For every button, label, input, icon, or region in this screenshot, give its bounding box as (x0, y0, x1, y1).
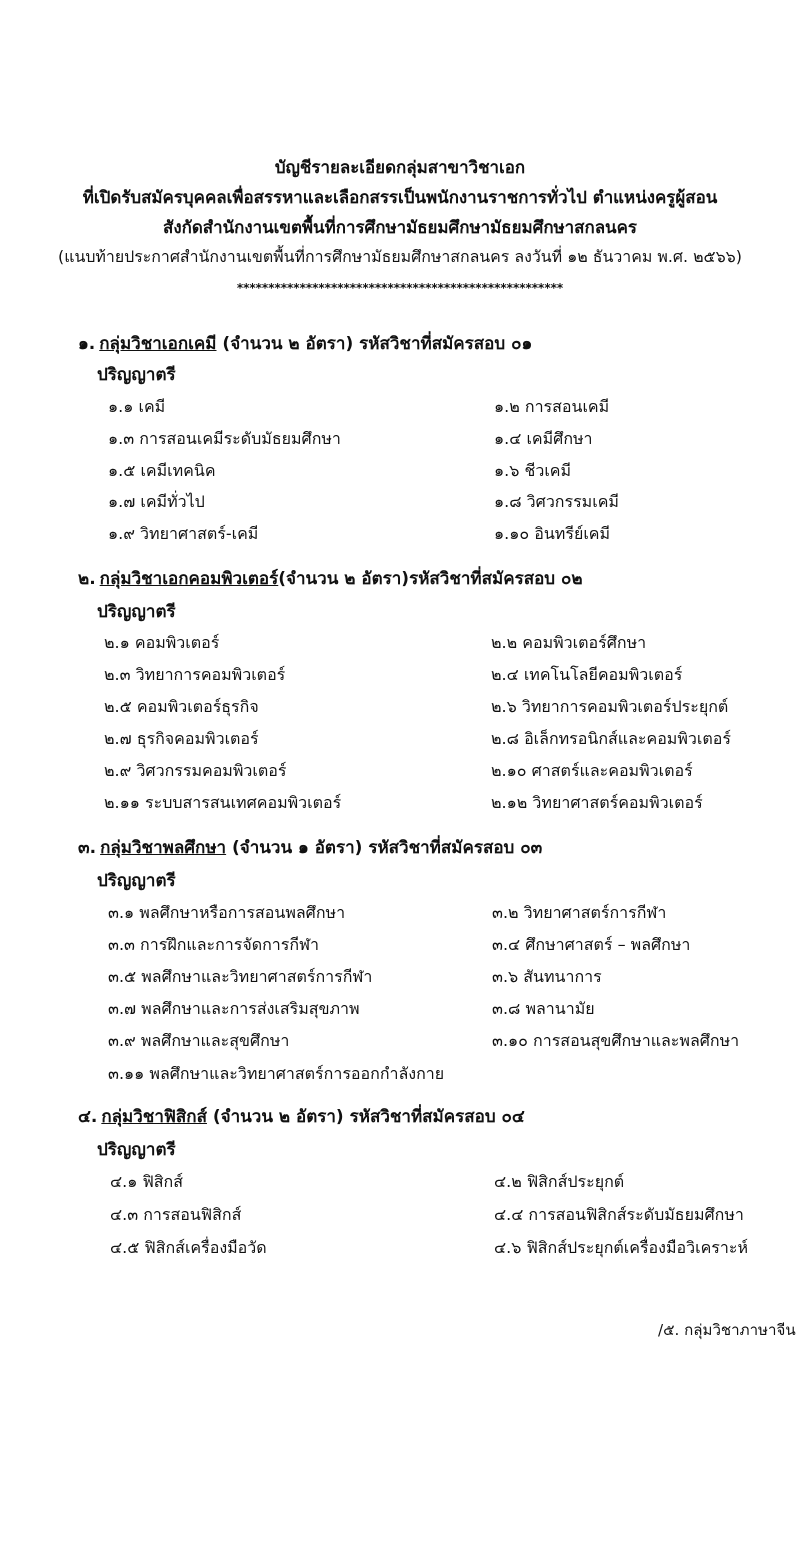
list-item: ๒.๓ วิทยาการคอมพิวเตอร์ (104, 665, 286, 684)
section-detail: (จำนวน ๒ อัตรา) รหัสวิชาที่สมัครสอบ ๐๑ (216, 334, 533, 354)
list-item: ๑.๙ วิทยาศาสตร์-เคมี (108, 524, 259, 543)
continuation-note: /๕. กลุ่มวิชาภาษาจีน (658, 1321, 796, 1339)
section-number: ๒. (78, 569, 96, 589)
list-item: ๓.๕ พลศึกษาและวิทยาศาสตร์การกีฬา (108, 967, 373, 986)
list-item: ๑.๑ เคมี (108, 397, 166, 416)
list-item: ๒.๒ คอมพิวเตอร์ศึกษา (491, 633, 647, 652)
section-title (78, 834, 542, 861)
section-group-name: กลุ่มวิชาพลศึกษา (100, 838, 227, 858)
section-title (78, 565, 583, 592)
header-agency: สังกัดสำนักงานเขตพื้นที่การศึกษามัธยมศึกษามัธยมศึกษาสกลนคร (163, 217, 637, 237)
list-item: ๒.๑ คอมพิวเตอร์ (104, 633, 220, 652)
section-title (78, 330, 532, 357)
header-attachment-note: (แนบท้ายประกาศสำนักงานเขตพื้นที่การศึกษามัธยมศึกษาสกลนคร ลงวันที่ ๑๒ ธันวาคม พ.ศ. ๒๕๖๖) (58, 247, 742, 266)
list-item: ๔.๑ ฟิสิกส์ (110, 1172, 183, 1191)
section-number: ๓. (78, 838, 97, 858)
list-item: ๑.๗ เคมีทั่วไป (108, 492, 205, 511)
list-item: ๓.๑๑ พลศึกษาและวิทยาศาสตร์การออกกำลังกาย (108, 1064, 445, 1083)
header-title: บัญชีรายละเอียดกลุ่มสาขาวิชาเอก (274, 157, 526, 177)
list-item: ๓.๓ การฝึกและการจัดการกีฬา (108, 935, 319, 954)
header-subtitle: ที่เปิดรับสมัครบุคคลเพื่อสรรหาและเลือกสรรเป็นพนักงานราชการทั่วไป ตำแหน่งครูผู้สอน (82, 187, 718, 207)
list-item: ๑.๖ ชีวเคมี (494, 461, 572, 480)
list-item: ๓.๔ ศึกษาศาสตร์ – พลศึกษา (492, 935, 691, 954)
list-item: ๒.๑๐ ศาสตร์และคอมพิวเตอร์ (491, 761, 693, 780)
list-item: ๒.๕ คอมพิวเตอร์ธุรกิจ (104, 697, 259, 716)
list-item: ๑.๔ เคมีศึกษา (494, 429, 593, 448)
list-item: ๒.๑๑ ระบบสารสนเทศคอมพิวเตอร์ (104, 793, 342, 812)
section-group-name: กลุ่มวิชาเอกเคมี (99, 334, 217, 354)
section-group-name: กลุ่มวิชาฟิสิกส์ (101, 1107, 207, 1127)
list-item: ๔.๔ การสอนฟิสิกส์ระดับมัธยมศึกษา (494, 1205, 744, 1224)
section-detail: (จำนวน ๒ อัตรา) รหัสวิชาที่สมัครสอบ ๐๔ (206, 1107, 525, 1127)
list-item: ๔.๓ การสอนฟิสิกส์ (110, 1205, 242, 1224)
degree-label: ปริญญาตรี (97, 1140, 176, 1160)
list-item: ๓.๑ พลศึกษาหรือการสอนพลศึกษา (108, 903, 346, 922)
list-item: ๓.๙ พลศึกษาและสุขศึกษา (108, 1031, 290, 1050)
list-item: ๒.๔ เทคโนโลยีคอมพิวเตอร์ (491, 665, 683, 684)
list-item: ๓.๑๐ การสอนสุขศึกษาและพลศึกษา (492, 1031, 740, 1050)
degree-label: ปริญญาตรี (97, 365, 176, 385)
section-number: ๑. (78, 334, 96, 354)
list-item: ๑.๒ การสอนเคมี (494, 397, 610, 416)
list-item: ๑.๑๐ อินทรีย์เคมี (494, 524, 611, 543)
list-item: ๔.๖ ฟิสิกส์ประยุกต์เครื่องมือวิเคราะห์ (494, 1238, 748, 1257)
list-item: ๑.๕ เคมีเทคนิค (108, 461, 216, 480)
list-item: ๔.๕ ฟิสิกส์เครื่องมือวัด (110, 1238, 267, 1257)
list-item: ๓.๖ สันทนาการ (492, 967, 602, 986)
section-number: ๔. (78, 1107, 98, 1127)
list-item: ๑.๓ การสอนเคมีระดับมัธยมศึกษา (108, 429, 341, 448)
list-item: ๑.๘ วิศวกรรมเคมี (494, 492, 619, 511)
section-detail: (จำนวน ๒ อัตรา)รหัสวิชาที่สมัครสอบ ๐๒ (278, 569, 583, 589)
degree-label: ปริญญาตรี (97, 602, 176, 622)
header-separator: **************************************************** (236, 281, 564, 295)
list-item: ๔.๒ ฟิสิกส์ประยุกต์ (494, 1172, 625, 1191)
degree-label: ปริญญาตรี (97, 871, 176, 891)
list-item: ๒.๙ วิศวกรรมคอมพิวเตอร์ (104, 761, 287, 780)
list-item: ๒.๗ ธุรกิจคอมพิวเตอร์ (104, 729, 259, 748)
list-item: ๓.๗ พลศึกษาและการส่งเสริมสุขภาพ (108, 999, 360, 1018)
list-item: ๒.๑๒ วิทยาศาสตร์คอมพิวเตอร์ (491, 793, 703, 812)
list-item: ๒.๘ อิเล็กทรอนิกส์และคอมพิวเตอร์ (491, 729, 731, 748)
section-detail: (จำนวน ๑ อัตรา) รหัสวิชาที่สมัครสอบ ๐๓ (226, 838, 543, 858)
list-item: ๓.๘ พลานามัย (492, 999, 595, 1018)
list-item: ๓.๒ วิทยาศาสตร์การกีฬา (492, 903, 667, 922)
section-title (78, 1103, 525, 1130)
document-header (0, 152, 800, 272)
list-item: ๒.๖ วิทยาการคอมพิวเตอร์ประยุกต์ (491, 697, 729, 716)
section-group-name: กลุ่มวิชาเอกคอมพิวเตอร์ (99, 569, 279, 589)
